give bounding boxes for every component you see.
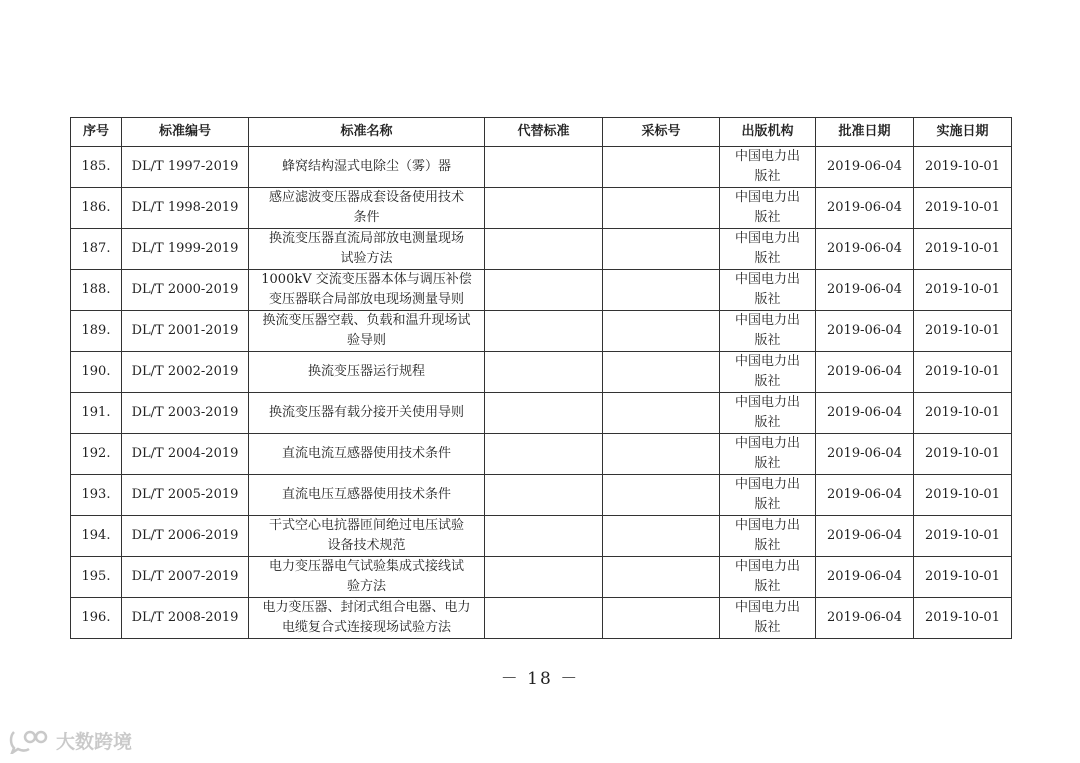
table-row	[71, 516, 1012, 557]
standard-name-cell-line: 直流电压互感器使用技术条件	[281, 487, 451, 502]
header-approval-date: 批准日期	[816, 118, 914, 147]
publisher-cell	[720, 475, 816, 516]
approval-date-cell: 2019-06-04	[816, 557, 914, 598]
watermark	[8, 727, 132, 754]
adopted-standard-cell	[603, 434, 720, 475]
serial-no-cell: 191.	[71, 393, 122, 434]
standard-code-cell: DL/T 2008-2019	[122, 598, 249, 639]
publisher-cell-line: 版社	[754, 292, 781, 307]
publisher-cell-line: 中国电力出	[734, 231, 800, 246]
standard-name-cell-line: 换流变压器空载、负载和温升现场试	[262, 313, 471, 328]
table-row	[71, 352, 1012, 393]
serial-no-cell: 192.	[71, 434, 122, 475]
publisher-cell-line: 版社	[754, 333, 781, 348]
standard-code-cell: DL/T 1998-2019	[122, 188, 249, 229]
standard-name-cell	[249, 352, 485, 393]
effective-date-cell: 2019-10-01	[914, 229, 1012, 270]
serial-no-cell: 185.	[71, 147, 122, 188]
table-row	[71, 393, 1012, 434]
standard-name-cell-line: 变压器联合局部放电现场测量导则	[268, 292, 464, 307]
standard-code-cell: DL/T 2000-2019	[122, 270, 249, 311]
effective-date-cell: 2019-10-01	[914, 270, 1012, 311]
publisher-cell	[720, 516, 816, 557]
approval-date-cell: 2019-06-04	[816, 229, 914, 270]
header-effective-date: 实施日期	[914, 118, 1012, 147]
publisher-cell-line: 版社	[754, 415, 781, 430]
table-header-row	[71, 118, 1012, 147]
standard-name-cell	[249, 229, 485, 270]
standard-name-cell	[249, 516, 485, 557]
table-row	[71, 557, 1012, 598]
standard-name-cell-line: 换流变压器运行规程	[307, 364, 425, 379]
publisher-cell-line: 中国电力出	[734, 272, 800, 287]
publisher-cell	[720, 270, 816, 311]
standard-code-cell: DL/T 2002-2019	[122, 352, 249, 393]
replaced-standard-cell	[485, 229, 603, 270]
standard-name-cell-line: 感应滤波变压器成套设备使用技术	[268, 190, 464, 205]
header-standard-name: 标准名称	[249, 118, 485, 147]
table-row	[71, 147, 1012, 188]
publisher-cell-line: 版社	[754, 620, 781, 635]
table-row	[71, 311, 1012, 352]
publisher-cell-line: 版社	[754, 169, 781, 184]
effective-date-cell: 2019-10-01	[914, 188, 1012, 229]
standard-name-cell-line: 干式空心电抗器匝间绝过电压试验	[268, 518, 464, 533]
effective-date-cell: 2019-10-01	[914, 393, 1012, 434]
standards-table	[70, 117, 1012, 639]
approval-date-cell: 2019-06-04	[816, 311, 914, 352]
publisher-cell-line: 中国电力出	[734, 559, 800, 574]
publisher-cell	[720, 393, 816, 434]
standard-code-cell: DL/T 2001-2019	[122, 311, 249, 352]
publisher-cell	[720, 557, 816, 598]
table-row	[71, 188, 1012, 229]
effective-date-cell: 2019-10-01	[914, 434, 1012, 475]
effective-date-cell: 2019-10-01	[914, 557, 1012, 598]
table-row	[71, 270, 1012, 311]
header-standard-code: 标准编号	[122, 118, 249, 147]
adopted-standard-cell	[603, 188, 720, 229]
publisher-cell	[720, 311, 816, 352]
chat-bubble-logo-icon	[8, 728, 52, 754]
standard-code-cell: DL/T 2007-2019	[122, 557, 249, 598]
serial-no-cell: 193.	[71, 475, 122, 516]
header-publisher: 出版机构	[720, 118, 816, 147]
adopted-standard-cell	[603, 516, 720, 557]
replaced-standard-cell	[485, 475, 603, 516]
standard-name-cell	[249, 270, 485, 311]
replaced-standard-cell	[485, 311, 603, 352]
approval-date-cell: 2019-06-04	[816, 598, 914, 639]
publisher-cell-line: 版社	[754, 456, 781, 471]
adopted-standard-cell	[603, 270, 720, 311]
table-row	[71, 598, 1012, 639]
standard-name-cell-line: 蜂窝结构湿式电除尘（雾）器	[281, 159, 451, 174]
standard-name-cell	[249, 557, 485, 598]
header-serial-no: 序号	[71, 118, 122, 147]
table-row	[71, 475, 1012, 516]
standard-name-cell-line: 试验方法	[340, 251, 393, 266]
standard-name-cell	[249, 147, 485, 188]
adopted-standard-cell	[603, 147, 720, 188]
effective-date-cell: 2019-10-01	[914, 147, 1012, 188]
publisher-cell-line: 中国电力出	[734, 518, 800, 533]
standard-code-cell: DL/T 2003-2019	[122, 393, 249, 434]
publisher-cell-line: 中国电力出	[734, 190, 800, 205]
approval-date-cell: 2019-06-04	[816, 516, 914, 557]
serial-no-cell: 195.	[71, 557, 122, 598]
adopted-standard-cell	[603, 598, 720, 639]
publisher-cell-line: 中国电力出	[734, 313, 800, 328]
standard-name-cell-line: 换流变压器有载分接开关使用导则	[268, 405, 464, 420]
publisher-cell-line: 版社	[754, 538, 781, 553]
publisher-cell-line: 中国电力出	[734, 436, 800, 451]
standard-name-cell-line: 电力变压器电气试验集成式接线试	[268, 559, 464, 574]
standard-name-cell-line: 条件	[353, 210, 380, 225]
replaced-standard-cell	[485, 557, 603, 598]
standard-code-cell: DL/T 1999-2019	[122, 229, 249, 270]
serial-no-cell: 189.	[71, 311, 122, 352]
publisher-cell	[720, 352, 816, 393]
publisher-cell-line: 中国电力出	[734, 149, 800, 164]
publisher-cell-line: 中国电力出	[734, 395, 800, 410]
adopted-standard-cell	[603, 311, 720, 352]
effective-date-cell: 2019-10-01	[914, 352, 1012, 393]
standard-name-cell-line: 验导则	[346, 333, 386, 348]
standard-name-cell	[249, 311, 485, 352]
publisher-cell-line: 版社	[754, 374, 781, 389]
standard-name-cell-line: 直流电流互感器使用技术条件	[281, 446, 451, 461]
standard-name-cell-line: 验方法	[346, 579, 386, 594]
standard-code-cell: DL/T 2004-2019	[122, 434, 249, 475]
adopted-standard-cell	[603, 352, 720, 393]
standard-name-cell	[249, 393, 485, 434]
standard-name-cell-line: 1000kV 交流变压器本体与调压补偿	[261, 272, 472, 287]
table-row	[71, 229, 1012, 270]
adopted-standard-cell	[603, 475, 720, 516]
serial-no-cell: 194.	[71, 516, 122, 557]
approval-date-cell: 2019-06-04	[816, 270, 914, 311]
standard-name-cell	[249, 598, 485, 639]
approval-date-cell: 2019-06-04	[816, 352, 914, 393]
publisher-cell-line: 中国电力出	[734, 600, 800, 615]
serial-no-cell: 186.	[71, 188, 122, 229]
serial-no-cell: 190.	[71, 352, 122, 393]
approval-date-cell: 2019-06-04	[816, 475, 914, 516]
page-number: － 18 －	[500, 669, 580, 689]
table-row	[71, 434, 1012, 475]
approval-date-cell: 2019-06-04	[816, 188, 914, 229]
standard-code-cell: DL/T 1997-2019	[122, 147, 249, 188]
publisher-cell-line: 版社	[754, 210, 781, 225]
approval-date-cell: 2019-06-04	[816, 393, 914, 434]
effective-date-cell: 2019-10-01	[914, 475, 1012, 516]
publisher-cell	[720, 147, 816, 188]
standard-name-cell	[249, 188, 485, 229]
effective-date-cell: 2019-10-01	[914, 598, 1012, 639]
standard-code-cell: DL/T 2006-2019	[122, 516, 249, 557]
replaced-standard-cell	[485, 147, 603, 188]
publisher-cell-line: 中国电力出	[734, 477, 800, 492]
adopted-standard-cell	[603, 229, 720, 270]
standard-name-cell	[249, 475, 485, 516]
replaced-standard-cell	[485, 352, 603, 393]
publisher-cell	[720, 598, 816, 639]
publisher-cell-line: 中国电力出	[734, 354, 800, 369]
standard-name-cell-line: 设备技术规范	[327, 538, 406, 553]
watermark-text: 大数跨境	[56, 731, 133, 753]
approval-date-cell: 2019-06-04	[816, 434, 914, 475]
replaced-standard-cell	[485, 598, 603, 639]
publisher-cell	[720, 229, 816, 270]
replaced-standard-cell	[485, 188, 603, 229]
serial-no-cell: 196.	[71, 598, 122, 639]
replaced-standard-cell	[485, 270, 603, 311]
standard-code-cell: DL/T 2005-2019	[122, 475, 249, 516]
serial-no-cell: 188.	[71, 270, 122, 311]
header-adopted-standard-no: 采标号	[603, 118, 720, 147]
header-replaced-standard: 代替标准	[485, 118, 603, 147]
effective-date-cell: 2019-10-01	[914, 311, 1012, 352]
publisher-cell	[720, 434, 816, 475]
replaced-standard-cell	[485, 434, 603, 475]
table-body	[71, 147, 1012, 639]
adopted-standard-cell	[603, 393, 720, 434]
standard-name-cell-line: 电力变压器、封闭式组合电器、电力	[262, 600, 471, 615]
publisher-cell-line: 版社	[754, 497, 781, 512]
publisher-cell-line: 版社	[754, 251, 781, 266]
approval-date-cell: 2019-06-04	[816, 147, 914, 188]
standard-name-cell-line: 电缆复合式连接现场试验方法	[281, 620, 451, 635]
serial-no-cell: 187.	[71, 229, 122, 270]
standard-name-cell-line: 换流变压器直流局部放电测量现场	[268, 231, 464, 246]
standard-name-cell	[249, 434, 485, 475]
publisher-cell	[720, 188, 816, 229]
adopted-standard-cell	[603, 557, 720, 598]
replaced-standard-cell	[485, 393, 603, 434]
replaced-standard-cell	[485, 516, 603, 557]
effective-date-cell: 2019-10-01	[914, 516, 1012, 557]
publisher-cell-line: 版社	[754, 579, 781, 594]
